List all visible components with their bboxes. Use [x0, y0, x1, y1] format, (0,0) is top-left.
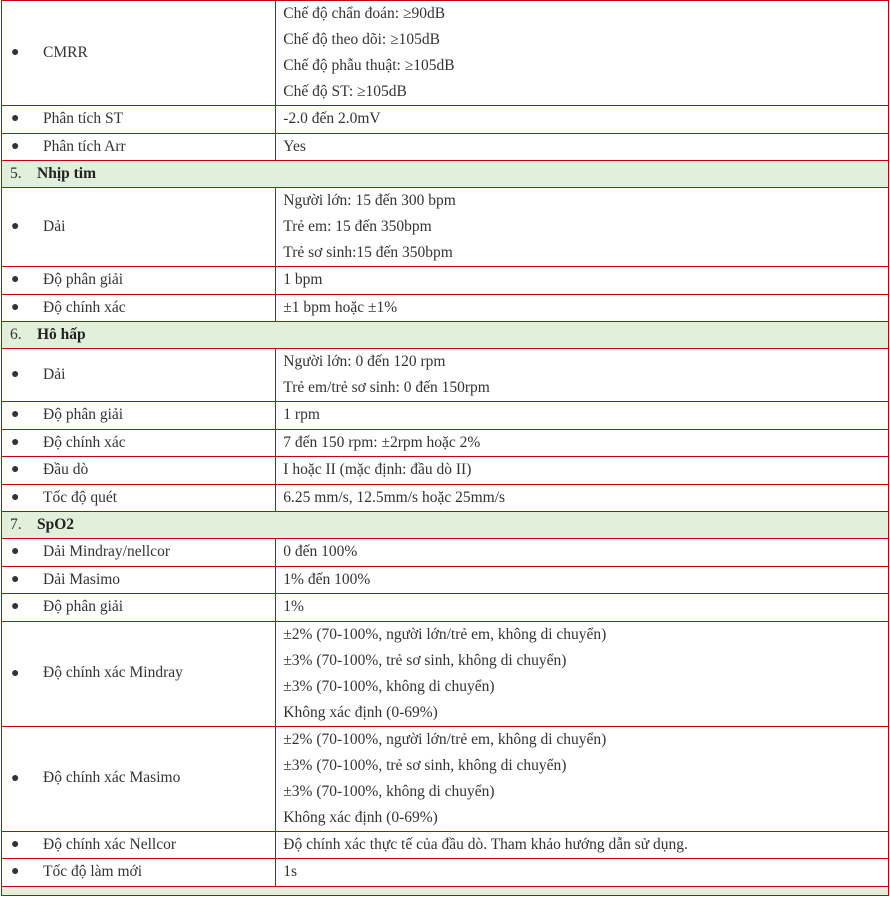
spec-label-cell — [2, 133, 276, 161]
spec-value-cell — [276, 831, 889, 859]
section-header-row — [2, 322, 889, 349]
spec-value-cell — [276, 267, 889, 295]
spec-row — [2, 484, 889, 512]
spec-table — [1, 0, 889, 896]
bullet-icon: ● — [11, 407, 20, 423]
spec-value-cell — [276, 402, 889, 430]
section-header-row — [2, 512, 889, 539]
spec-label-cell — [2, 831, 276, 859]
next-section-cell — [2, 886, 889, 895]
spec-value: Người lớn: 15 đến 300 bpm — [283, 192, 456, 209]
spec-row — [2, 1, 889, 106]
spec-value: Trẻ em/trẻ sơ sinh: 0 đến 150rpm — [283, 379, 490, 396]
section-number: 5. — [10, 165, 22, 182]
spec-label-cell — [2, 621, 276, 726]
spec-row — [2, 621, 889, 726]
spec-row — [2, 106, 889, 134]
spec-value-cell — [276, 106, 889, 134]
spec-value: Trẻ em: 15 đến 350bpm — [283, 218, 432, 235]
spec-value: ±3% (70-100%, không di chuyển) — [283, 677, 495, 695]
spec-value-cell — [276, 726, 889, 831]
spec-value: ±1 bpm hoặc ±1% — [283, 298, 398, 316]
spec-label: Độ chính xác — [43, 433, 126, 451]
spec-label: Dải Masimo — [43, 570, 121, 588]
spec-row — [2, 594, 889, 622]
bullet-icon: ● — [11, 489, 20, 505]
section-number: 7. — [10, 516, 22, 533]
spec-value: 6.25 mm/s, 12.5mm/s hoặc 25mm/s — [283, 488, 506, 506]
next-section-row — [2, 886, 889, 895]
section-title: Hô hấp — [37, 326, 86, 343]
spec-label: Dải Mindray/nellcor — [43, 543, 170, 560]
spec-value: 1% đến 100% — [283, 570, 371, 588]
spec-label: Tốc độ làm mới — [43, 863, 143, 880]
section-header-cell — [2, 161, 889, 188]
bullet-icon: ● — [11, 299, 20, 315]
spec-label-cell — [2, 1, 276, 106]
spec-value-cell — [276, 294, 889, 322]
bullet-icon: ● — [11, 864, 20, 880]
spec-value: ±3% (70-100%, không di chuyển) — [283, 782, 495, 800]
spec-value: 1 rpm — [283, 406, 320, 424]
spec-value: ±3% (70-100%, trẻ sơ sinh, không di chuyển) — [283, 756, 567, 774]
bullet-icon: ● — [11, 544, 20, 560]
spec-value-cell — [276, 1, 889, 106]
spec-label-cell — [2, 349, 276, 402]
spec-label-cell — [2, 859, 276, 887]
section-number: 6. — [10, 326, 22, 343]
spec-row — [2, 566, 889, 594]
spec-label-cell — [2, 726, 276, 831]
spec-value-cell — [276, 484, 889, 512]
bullet-icon: ● — [11, 770, 20, 786]
bullet-icon: ● — [11, 665, 20, 681]
spec-value-cell — [276, 457, 889, 485]
spec-value: 0 đến 100% — [283, 543, 358, 561]
spec-label: Tốc độ quét — [43, 488, 118, 506]
spec-value: Không xác định (0-69%) — [283, 703, 438, 721]
spec-value: ±2% (70-100%, người lớn/trẻ em, không di chuyển) — [283, 625, 607, 643]
section-title: Nhịp tim — [37, 165, 96, 182]
spec-label-cell — [2, 106, 276, 134]
spec-label: Độ chính xác Masimo — [43, 769, 181, 787]
bullet-icon: ● — [11, 836, 20, 852]
spec-row — [2, 349, 889, 402]
spec-value: Trẻ sơ sinh:15 đến 350bpm — [283, 244, 453, 261]
spec-value-cell — [276, 349, 889, 402]
spec-value: Chế độ ST: ≥105dB — [283, 83, 407, 100]
spec-value: -2.0 đến 2.0mV — [283, 110, 381, 128]
spec-label-cell — [2, 539, 276, 567]
spec-label: Phân tích Arr — [43, 137, 126, 155]
section-header-cell — [2, 512, 889, 539]
spec-value: Yes — [283, 137, 306, 155]
spec-table-body — [2, 1, 889, 896]
spec-label-cell — [2, 294, 276, 322]
spec-row — [2, 831, 889, 859]
spec-value: Độ chính xác thực tế của đầu dò. Tham khảo hướng dẫn sử dụng. — [283, 835, 688, 853]
spec-value: ±2% (70-100%, người lớn/trẻ em, không di chuyển) — [283, 730, 607, 748]
spec-label: Độ chính xác Mindray — [43, 664, 183, 682]
spec-label-cell — [2, 429, 276, 457]
spec-value: Chế độ chẩn đoán: ≥90dB — [283, 5, 446, 22]
spec-value-cell — [276, 133, 889, 161]
section-header-cell — [2, 322, 889, 349]
spec-value-cell — [276, 429, 889, 457]
bullet-icon: ● — [11, 462, 20, 478]
spec-row — [2, 457, 889, 485]
spec-label: Độ chính xác Nellcor — [43, 835, 176, 853]
spec-row — [2, 859, 889, 887]
spec-value: Người lớn: 0 đến 120 rpm — [283, 353, 446, 370]
spec-value: ±3% (70-100%, trẻ sơ sinh, không di chuyển) — [283, 651, 567, 669]
spec-value: 1 bpm — [283, 271, 323, 289]
spec-label: Độ phân giải — [43, 598, 124, 615]
bullet-icon: ● — [11, 45, 20, 60]
bullet-icon: ● — [11, 138, 20, 154]
spec-label: Độ chính xác — [43, 298, 126, 316]
bullet-icon: ● — [11, 434, 20, 450]
spec-row — [2, 133, 889, 161]
spec-row — [2, 294, 889, 322]
spec-label: CMRR — [43, 43, 88, 61]
spec-label: Đầu dò — [43, 461, 89, 478]
spec-value: 1% — [283, 598, 304, 616]
spec-label-cell — [2, 457, 276, 485]
spec-label: Phân tích ST — [43, 110, 124, 127]
spec-value: Chế độ theo dõi: ≥105dB — [283, 31, 440, 48]
spec-label: Dải — [43, 365, 66, 383]
spec-label-cell — [2, 484, 276, 512]
spec-label: Độ phân giải — [43, 406, 124, 423]
spec-row — [2, 429, 889, 457]
spec-label-cell — [2, 594, 276, 622]
spec-label-cell — [2, 402, 276, 430]
section-title: SpO2 — [37, 516, 75, 533]
spec-value-cell — [276, 594, 889, 622]
spec-label-cell — [2, 188, 276, 267]
spec-value: I hoặc II (mặc định: đầu dò II) — [283, 461, 472, 479]
spec-value: Chế độ phẫu thuật: ≥105dB — [283, 57, 455, 74]
bullet-icon: ● — [11, 599, 20, 615]
spec-value-cell — [276, 539, 889, 567]
spec-value: 1s — [283, 863, 298, 881]
bullet-icon: ● — [11, 111, 20, 127]
spec-value: 7 đến 150 rpm: ±2rpm hoặc 2% — [283, 433, 481, 451]
spec-label-cell — [2, 267, 276, 295]
spec-value-cell — [276, 859, 889, 887]
spec-row — [2, 402, 889, 430]
spec-row — [2, 539, 889, 567]
bullet-icon: ● — [11, 272, 20, 288]
spec-label: Dải — [43, 217, 66, 235]
spec-value-cell — [276, 566, 889, 594]
bullet-icon: ● — [11, 367, 20, 382]
spec-label: Độ phân giải — [43, 271, 124, 288]
spec-row — [2, 726, 889, 831]
spec-row — [2, 188, 889, 267]
spec-label-cell — [2, 566, 276, 594]
spec-row — [2, 267, 889, 295]
spec-value-cell — [276, 621, 889, 726]
spec-value: Không xác định (0-69%) — [283, 808, 438, 826]
bullet-icon: ● — [11, 571, 20, 587]
spec-value-cell — [276, 188, 889, 267]
bullet-icon: ● — [11, 219, 20, 234]
section-header-row — [2, 161, 889, 188]
